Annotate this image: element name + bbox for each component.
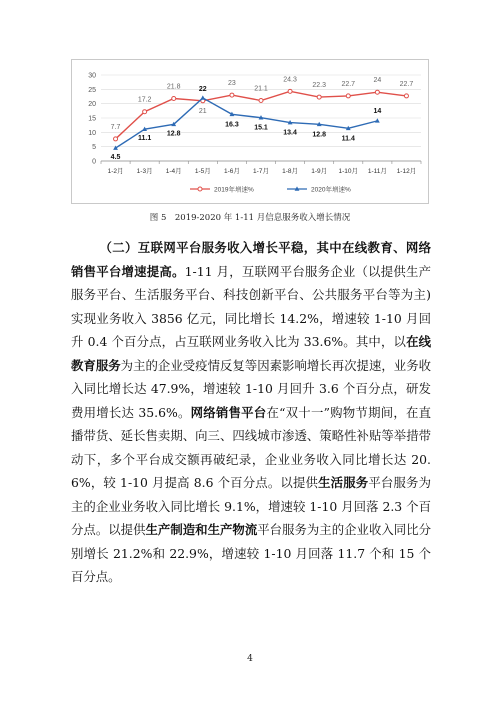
data-label: 12.8 [166,130,181,138]
y-tick-label: 5 [92,144,96,152]
x-tick-label: 1-2月 [107,168,124,175]
y-tick-label: 0 [92,158,96,166]
keyword-online-education: 在线教育服务 [71,334,432,373]
data-label: 24.3 [283,76,297,84]
data-label: 22.3 [312,82,326,90]
x-tick-label: 1-11月 [367,168,387,175]
x-tick-label: 1-7月 [253,168,269,175]
x-tick-label: 1-12月 [396,168,417,175]
data-label: 21.8 [166,83,181,91]
keyword-production: 生产制造和生产物流 [145,522,258,537]
data-label: 16.3 [225,121,239,129]
series-marker [114,137,118,141]
series-marker [346,94,350,98]
data-label: 21.1 [254,85,268,93]
data-label: 11.4 [341,135,355,143]
legend-label: 2020年增速% [311,186,351,194]
x-tick-label: 1-8月 [282,168,299,175]
text-run: 为主的企业受疫情反复等因素影响增长再次提速，业务收入同比增长达 47.9%，增速较 1-10 月回升 3.6 个百分点，研发费用增长达 35.6%。 [71,357,432,420]
series-line [116,98,378,148]
text-run: 在“双十一”购物节期间，在直播带货、延长售卖期、向三、四线城市渗透、策略性补贴等举措带动下，多个平台成交额再破纪录，企业业务收入同比增长达 20.6%，较 1-10 月提高 8.6 个百分点。以提供 [71,404,432,490]
figure-caption: 图 5 2019-2020 年 1-11 月信息服务收入增长情况 [149,213,351,223]
data-label: 4.5 [110,154,121,162]
data-label: 15.1 [254,124,268,132]
data-label: 22 [198,85,207,93]
keyword-life-services: 生活服务 [318,475,369,490]
series-marker [375,118,380,122]
text-run: 平台服务为主的企业收入同比分别增长 21.2%和 22.9%，增速较 1-10 月回落 11.7 个和 15 个百分点。 [71,522,432,584]
data-label: 22.7 [341,80,356,88]
series-marker [288,89,292,93]
x-tick-label: 1-4月 [165,168,182,175]
section-heading: （二）互联网平台服务收入增长平稳，其中在线教育、网络销售平台增速提高。 [71,240,431,279]
data-label: 13.4 [283,129,297,137]
chart-svg [72,60,430,205]
x-tick-label: 1-5月 [194,168,211,175]
series-marker [143,110,147,114]
series-marker [317,95,321,99]
page-number: 4 [247,654,253,664]
y-tick-label: 30 [88,72,96,80]
growth-line-chart [71,59,429,204]
series-marker [375,90,379,94]
y-tick-label: 25 [88,86,96,94]
data-label: 12.8 [312,131,326,139]
body-text [71,236,431,589]
series-marker [200,95,205,99]
y-tick-label: 10 [88,129,96,137]
keyword-online-sales: 网络销售平台 [190,404,267,420]
y-tick-label: 20 [88,101,96,109]
data-label: 22.7 [399,80,414,88]
series-marker [172,97,176,101]
x-tick-label: 1-10月 [338,168,359,175]
data-label: 23 [228,80,236,88]
text-run: 1-11 月，互联网平台服务企业（以提供生产服务平台、生活服务平台、科技创新平台、公共服务平台等为主)实现业务收入 3856 亿元，同比增长 14.2%，增速较 1-10 月回升 0.4 个百分点，占互联网业务收入比为 33.6%。其中，以 [71,263,432,349]
data-label: 17.2 [137,96,152,104]
data-label: 14 [373,107,382,115]
body-paragraph [71,236,431,589]
x-tick-label: 1-9月 [311,168,328,175]
x-tick-label: 1-3月 [136,168,153,175]
series-marker [259,99,263,103]
legend-label: 2019年增速% [214,186,254,194]
y-tick-label: 15 [88,115,96,123]
series-marker [404,94,408,98]
data-label: 11.1 [138,135,152,143]
legend-marker [198,187,202,191]
series-marker [230,93,234,97]
text-run: 平台服务为主的企业业务收入同比增长 9.1%，增速较 1-10 月回落 2.3 个百分点。以提供 [71,475,432,537]
data-label: 21 [198,107,207,115]
data-label: 7.7 [110,123,121,131]
x-tick-label: 1-6月 [223,168,240,175]
data-label: 24 [373,77,382,85]
